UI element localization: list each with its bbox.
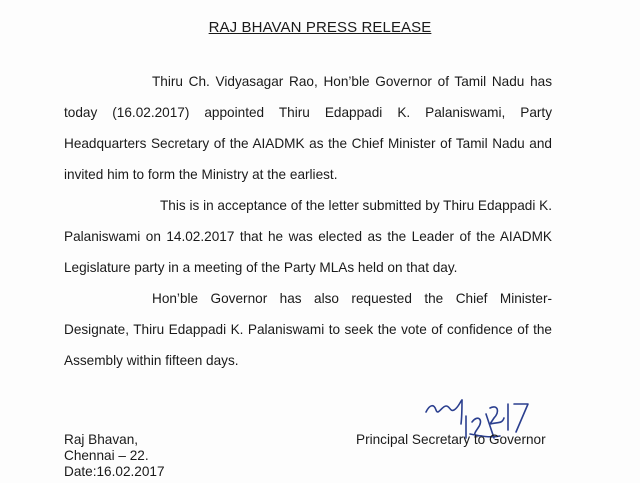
paragraph-appointment: [64, 66, 552, 190]
paragraph-acceptance: [64, 190, 552, 283]
paragraph-text: This is in acceptance of the letter submitted by Thiru Edappadi K. Palaniswami on 14.02.2017 that he was elected as the Leader of the AIADMK Legislature party in a meeting of the Party MLAs held on that day.: [64, 198, 552, 275]
paragraph-text: Thiru Ch. Vidyasagar Rao, Hon’ble Governor of Tamil Nadu has today (16.02.2017) appointed Thiru Edappadi K. Palaniswami, Party Headquarters Secretary of the AIADMK as the Chief Minister of Tamil Nadu and invited him to form the Ministry at the earliest.: [64, 74, 552, 182]
document-title: RAJ BHAVAN PRESS RELEASE: [208, 19, 432, 36]
office-city: Chennai – 22.: [64, 448, 149, 463]
release-date: Date:16.02.2017: [64, 464, 165, 479]
paragraph-confidence-vote: [64, 283, 552, 376]
signatory-designation: Principal Secretary to Governor: [356, 432, 546, 447]
paragraph-text: Hon’ble Governor has also requested the Chief Minister-Designate, Thiru Edappadi K. Palaniswami to seek the vote of confidence of the Assembly within fifteen days.: [64, 291, 552, 368]
office-name: Raj Bhavan,: [64, 432, 139, 447]
issuing-office-block: [64, 432, 165, 480]
